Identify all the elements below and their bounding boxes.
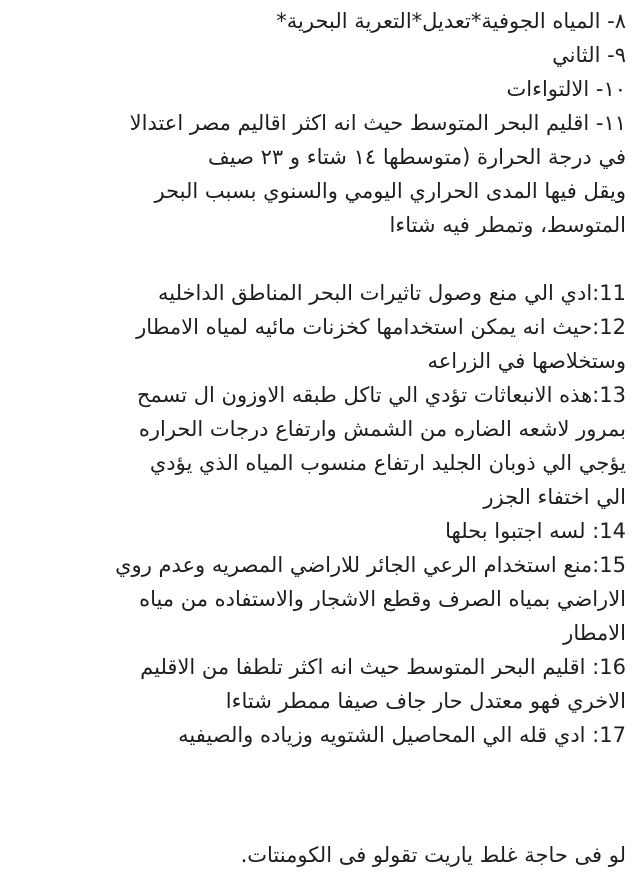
answer-line: 12:حيث انه يمكن استخدامها كخزنات مائيه لمياه الامطار — [136, 315, 626, 339]
answer-line: 16: اقليم البحر المتوسط حيث انه اكثر تلطفا من الاقليم — [140, 655, 626, 679]
answer-line: 17: ادي قله الي المحاصيل الشتويه وزياده والصيفيه — [178, 723, 626, 747]
answers-section-arabic-numerals — [14, 4, 626, 242]
answer-line: 15:منع استخدام الرعي الجائر للاراضي المصريه وعدم روي — [115, 553, 626, 577]
answer-line: يؤجي الي ذوبان الجليد ارتفاع منسوب المياه الذي يؤدي — [149, 451, 626, 475]
answer-line: 11:ادي الي منع وصول تاثيرات البحر المناطق الداخليه — [157, 281, 626, 305]
answer-line: ١١- اقليم البحر المتوسط حيث انه اكثر اقاليم مصر اعتدالا — [129, 111, 626, 135]
answer-line: ٩- الثاني — [552, 43, 626, 67]
answer-line: الامطار — [563, 621, 626, 645]
footer-note: لو فى حاجة غلط ياريت تقولو فى الكومنتات. — [240, 843, 626, 867]
answer-line: في درجة الحرارة (متوسطها ١٤ شتاء و ٢٣ صيف — [208, 145, 626, 169]
answer-line: وستخلاصها في الزراعه — [427, 349, 626, 373]
answer-line: 13:هذه الانبعاثات تؤدي الي تاكل طبقه الاوزون ال تسمح — [136, 383, 626, 407]
answer-line: 14: لسه اجتبوا بحلها — [445, 519, 626, 543]
answer-line: بمرور لاشعه الضاره من الشمش وارتفاع درجات الحراره — [138, 417, 626, 441]
answer-line: ٨- المياه الجوفية*تعديل*التعرية البحرية* — [276, 9, 626, 33]
answer-line: الاخري فهو معتدل حار جاف صيفا ممطر شتاءا — [225, 689, 626, 713]
answer-line: الي اختفاء الجزر — [483, 485, 626, 509]
answer-line: ١٠- الالتواءات — [506, 77, 626, 101]
paragraph-gap — [14, 242, 626, 276]
answer-line: المتوسط، وتمطر فيه شتاءا — [389, 213, 626, 237]
post-body — [14, 0, 626, 752]
answer-line: ويقل فيها المدى الحراري اليومي والسنوي بسبب البحر — [154, 179, 626, 203]
answers-section-latin-numerals — [14, 276, 626, 752]
answer-line: الاراضي بمياه الصرف وقطع الاشجار والاستفاده من مياه — [139, 587, 626, 611]
